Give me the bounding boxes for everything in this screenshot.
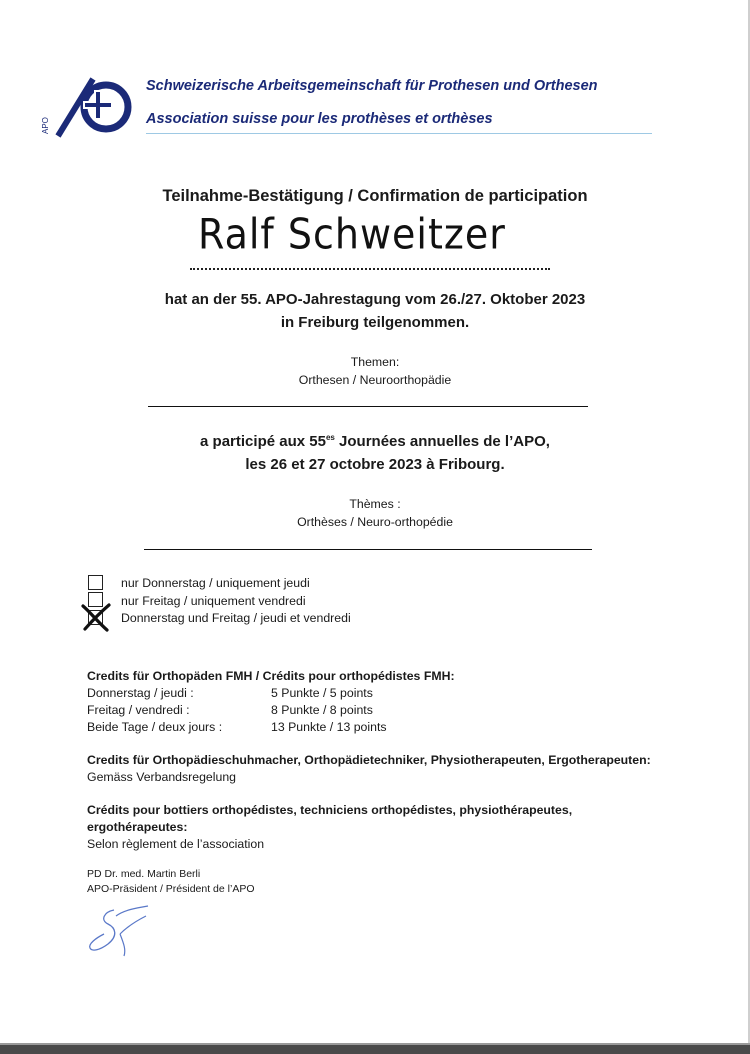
fr-line-1: a participé aux $55^{es}$ Journées annuelles de l’APO, <box>200 433 550 450</box>
option-label-thursday: nur Donnerstag / uniquement jeudi <box>121 576 310 590</box>
checkbox-thursday[interactable] <box>88 575 103 590</box>
credits-fmh-day-2: Freitag / vendredi : <box>87 703 190 717</box>
credits-fmh-day-1: Donnerstag / jeudi : <box>87 686 194 700</box>
signatory-name: PD Dr. med. Martin Berli <box>87 868 201 880</box>
divider-1 <box>148 406 588 407</box>
option-label-both-days: Donnerstag und Freitag / jeudi et vendredi <box>121 611 351 625</box>
credits-fmh-points-3: 13 Punkte / 13 points <box>271 720 387 734</box>
option-label-friday: nur Freitag / uniquement vendredi <box>121 594 306 608</box>
logo-text: APO <box>41 117 50 134</box>
apo-logo-icon <box>38 74 138 140</box>
org-name-fr: Association suisse pour les prothèses et orthèses <box>146 111 493 127</box>
divider-2 <box>144 549 592 550</box>
credits-de-text: Gemäss Verbandsregelung <box>87 770 237 784</box>
credits-fmh-points-1: 5 Punkte / 5 points <box>271 686 373 700</box>
credits-fmh-day-3: Beide Tage / deux jours : <box>87 720 223 734</box>
fr-line-2: les 26 et 27 octobre 2023 à Fribourg. <box>245 456 505 473</box>
credits-fr-heading-1: Crédits pour bottiers orthopédistes, techniciens orthopédistes, physiothérapeutes, <box>87 803 573 817</box>
credits-fmh-points-2: 8 Punkte / 8 points <box>271 703 373 717</box>
fr-themes-label: Thèmes : <box>349 497 401 511</box>
credits-fmh-heading: Credits für Orthopäden FMH / Crédits pour orthopédistes FMH: <box>87 669 455 683</box>
de-themes: Orthesen / Neuroorthopädie <box>298 373 452 387</box>
signatory-role: APO-Präsident / Président de l’APO <box>87 883 255 895</box>
de-themes-label: Themen: <box>350 355 400 369</box>
certificate-title: Teilnahme-Bestätigung / Confirmation de participation <box>162 187 588 205</box>
credits-fr-heading-2: ergothérapeutes: <box>87 820 188 834</box>
signature-icon <box>86 904 156 960</box>
credits-fr-text: Selon règlement de l’association <box>87 837 265 851</box>
fr-themes: Orthèses / Neuro-orthopédie <box>297 515 453 529</box>
participant-name: Ralf Schweitzer <box>198 209 506 259</box>
org-name-de: Schweizerische Arbeitsgemeinschaft für Prothesen und Orthesen <box>146 78 598 94</box>
header-rule <box>146 133 652 134</box>
scan-edge-bottom <box>0 1045 750 1054</box>
check-mark-icon <box>80 602 112 632</box>
de-line-1: hat an der 55. APO-Jahrestagung vom 26./27. Oktober 2023 <box>164 291 586 308</box>
credits-de-heading: Credits für Orthopädieschuhmacher, Orthopädietechniker, Physiotherapeuten, Ergotherapeuten: <box>87 753 651 767</box>
de-line-2: in Freiburg teilgenommen. <box>280 314 470 331</box>
